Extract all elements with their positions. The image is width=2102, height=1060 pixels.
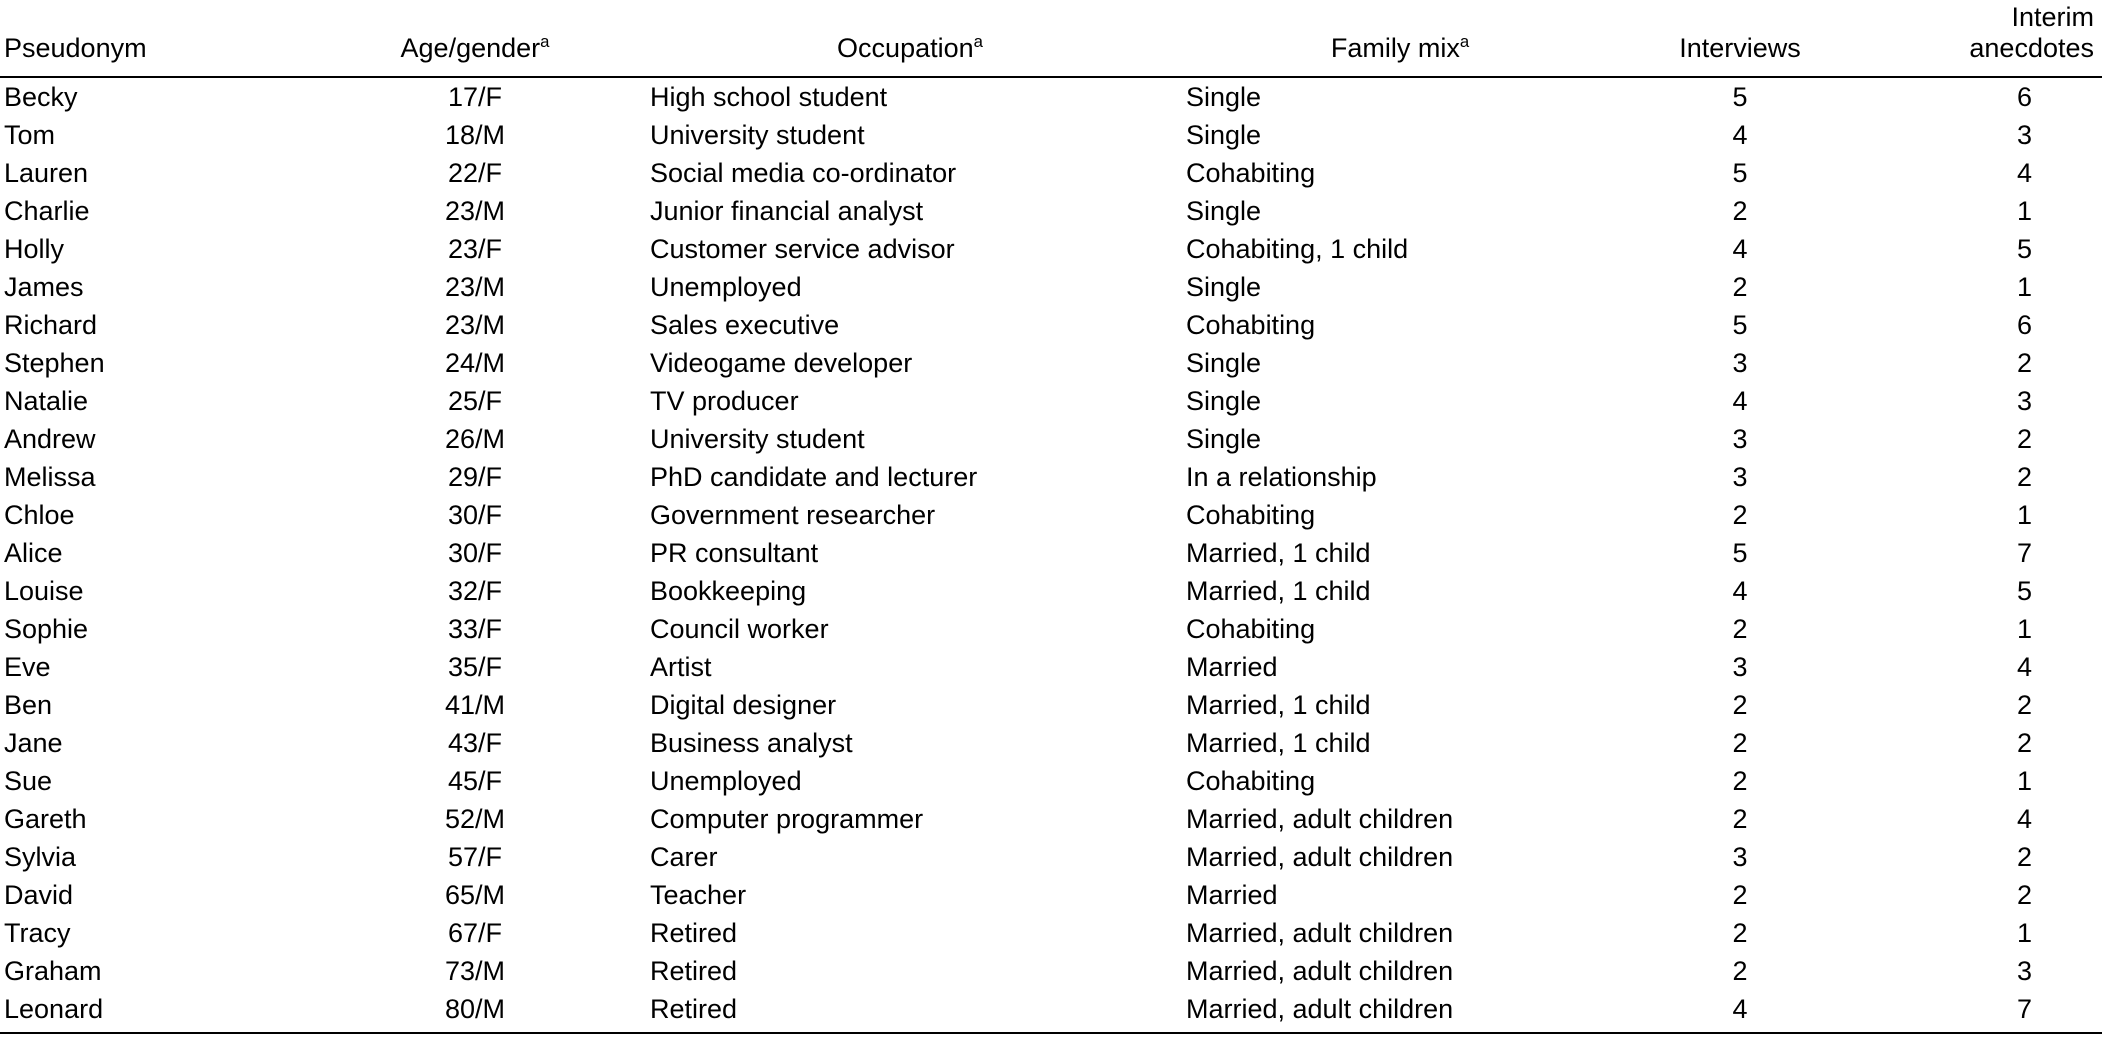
table-cell: 2 <box>1732 880 1748 910</box>
table-cell: Single <box>1186 120 1262 150</box>
table-cell: 1 <box>2016 766 2032 796</box>
table-cell: 73/M <box>444 956 506 986</box>
table-cell: 25/F <box>447 386 503 416</box>
table-cell: Alice <box>4 538 63 568</box>
table-row <box>0 724 2102 762</box>
table-row <box>0 952 2102 990</box>
table-row <box>0 990 2102 1033</box>
table-cell: 32/F <box>447 576 503 606</box>
table-row <box>0 534 2102 572</box>
table-cell: 3 <box>1732 652 1748 682</box>
table-cell: In a relationship <box>1186 462 1377 492</box>
table-cell: 7 <box>2016 538 2032 568</box>
table-cell: 2 <box>2016 728 2032 758</box>
table-row <box>0 914 2102 952</box>
table-cell: Customer service advisor <box>650 234 955 264</box>
col-header-label: Family mix <box>1330 33 1460 63</box>
table-cell: Junior financial analyst <box>650 196 924 226</box>
table-cell: 2 <box>1732 804 1748 834</box>
footnote-marker-a: a <box>973 32 983 51</box>
table-cell: 1 <box>2016 500 2032 530</box>
table-cell: 5 <box>2016 576 2032 606</box>
table-cell: 2 <box>1732 918 1748 948</box>
table-cell: 23/M <box>444 272 506 302</box>
table-cell: 57/F <box>447 842 503 872</box>
table-cell: Louise <box>4 576 84 606</box>
table-cell: 5 <box>1732 82 1748 112</box>
table-cell: 23/F <box>447 234 503 264</box>
table-cell: Graham <box>4 956 102 986</box>
table-cell: Computer programmer <box>650 804 924 834</box>
table-cell: Andrew <box>4 424 96 454</box>
table-row <box>0 192 2102 230</box>
footnote-marker-a: a <box>1459 32 1470 51</box>
table-row <box>0 648 2102 686</box>
col-header-age-gender <box>310 0 640 77</box>
table-cell: 2 <box>1732 956 1748 986</box>
table-cell: Married, 1 child <box>1186 576 1371 606</box>
table-cell: Tom <box>4 120 56 150</box>
table-cell: Videogame developer <box>650 348 913 378</box>
table-cell: Retired <box>650 956 738 986</box>
table-cell: 2 <box>1732 272 1748 302</box>
table-cell: Married, 1 child <box>1186 690 1371 720</box>
table-cell: 1 <box>2016 272 2032 302</box>
table-row <box>0 800 2102 838</box>
table-row <box>0 610 2102 648</box>
table-cell: Married, adult children <box>1186 956 1454 986</box>
table-cell: Artist <box>650 652 712 682</box>
table-cell: Unemployed <box>650 766 802 796</box>
table-cell: Cohabiting <box>1186 158 1316 188</box>
table-cell: 2 <box>1732 690 1748 720</box>
table-cell: PR consultant <box>650 538 819 568</box>
table-row <box>0 686 2102 724</box>
table-cell: 4 <box>1732 576 1748 606</box>
table-cell: Melissa <box>4 462 96 492</box>
table-cell: Leonard <box>0 990 310 1033</box>
table-cell: Holly <box>4 234 65 264</box>
table-row <box>0 420 2102 458</box>
table-row <box>0 876 2102 914</box>
table-cell: Becky <box>4 82 78 112</box>
table-cell: Single <box>1186 424 1262 454</box>
table-cell: 30/F <box>447 500 503 530</box>
table-row <box>0 458 2102 496</box>
footnote-marker-a: a <box>540 32 550 51</box>
table-cell: Sophie <box>4 614 89 644</box>
table-cell: 45/F <box>447 766 503 796</box>
table-cell: Sue <box>4 766 53 796</box>
table-cell: 3 <box>2016 386 2032 416</box>
table-cell: 3 <box>1732 424 1748 454</box>
table-cell: 2 <box>1732 196 1748 226</box>
table-cell: Ben <box>4 690 53 720</box>
table-row <box>0 306 2102 344</box>
table-row <box>0 77 2102 116</box>
col-header-label: Interviews <box>1679 33 1801 63</box>
table-cell: Married, adult children <box>1180 990 1620 1033</box>
table-cell: 2 <box>1732 614 1748 644</box>
table-cell: Bookkeeping <box>650 576 807 606</box>
table-cell: 2 <box>2016 880 2032 910</box>
table-row <box>0 838 2102 876</box>
table-row <box>0 116 2102 154</box>
table-cell: Stephen <box>4 348 105 378</box>
table-cell: 4 <box>1732 120 1748 150</box>
table-cell: 26/M <box>444 424 506 454</box>
table-cell: James <box>4 272 84 302</box>
table-cell: Lauren <box>4 158 89 188</box>
table-cell: 5 <box>1732 310 1748 340</box>
table-cell: University student <box>650 424 865 454</box>
table-cell: 4 <box>2016 652 2032 682</box>
table-cell: 2 <box>2016 462 2032 492</box>
table-cell: Cohabiting <box>1186 500 1316 530</box>
table-cell: 2 <box>1732 500 1748 530</box>
table-cell: Council worker <box>650 614 829 644</box>
col-header-label: Pseudonym <box>4 33 147 63</box>
table-row <box>0 572 2102 610</box>
table-cell: 7 <box>1860 990 2102 1033</box>
table-cell: 4 <box>1732 386 1748 416</box>
table-cell: Carer <box>650 842 718 872</box>
table-cell: 65/M <box>444 880 506 910</box>
table-cell: 4 <box>2016 804 2032 834</box>
table-cell: 29/F <box>447 462 503 492</box>
table-cell: 2 <box>2016 348 2032 378</box>
table-cell: Married <box>1186 652 1278 682</box>
table-cell: Married, adult children <box>1186 918 1454 948</box>
table-row <box>0 154 2102 192</box>
table-cell: Sales executive <box>650 310 840 340</box>
table-cell: Retired <box>640 990 1180 1033</box>
table-cell: Teacher <box>650 880 747 910</box>
table-cell: Richard <box>4 310 98 340</box>
table-cell: High school student <box>650 82 888 112</box>
table-row <box>0 230 2102 268</box>
table-cell: Retired <box>650 918 738 948</box>
table-cell: PhD candidate and lecturer <box>650 462 978 492</box>
table-cell: 3 <box>2016 956 2032 986</box>
table-cell: University student <box>650 120 865 150</box>
table-cell: 2 <box>1732 766 1748 796</box>
table-cell: 5 <box>1732 538 1748 568</box>
header-row <box>0 0 2102 77</box>
table-cell: Social media co-ordinator <box>650 158 957 188</box>
table-cell: 80/M <box>310 990 640 1033</box>
table-cell: Business analyst <box>650 728 853 758</box>
table-cell: 35/F <box>447 652 503 682</box>
table-cell: 3 <box>1732 462 1748 492</box>
table-body <box>0 77 2102 1033</box>
col-header-pseudonym <box>0 0 310 77</box>
table-cell: Tracy <box>4 918 71 948</box>
table-cell: 6 <box>2016 310 2032 340</box>
table-cell: Gareth <box>4 804 87 834</box>
table-cell: 30/F <box>447 538 503 568</box>
table-cell: 3 <box>1732 348 1748 378</box>
col-header-label: Age/gender <box>400 33 541 63</box>
table-cell: Married <box>1186 880 1278 910</box>
table-cell: 1 <box>2016 614 2032 644</box>
col-header-family-mix <box>1180 0 1620 77</box>
col-header-interim-anecdotes <box>1860 0 2102 77</box>
table-cell: 3 <box>1732 842 1748 872</box>
table-cell: 67/F <box>447 918 503 948</box>
table-cell: 1 <box>2016 918 2032 948</box>
table-cell: 43/F <box>447 728 503 758</box>
table-header <box>0 0 2102 77</box>
col-header-label-line1: Interim <box>2011 2 2094 32</box>
table-cell: 18/M <box>444 120 506 150</box>
table-cell: 23/M <box>444 310 506 340</box>
table-cell: 6 <box>2016 82 2032 112</box>
table-cell: TV producer <box>650 386 799 416</box>
table-cell: 2 <box>2016 690 2032 720</box>
table-cell: Single <box>1186 348 1262 378</box>
table-cell: Married, 1 child <box>1186 728 1371 758</box>
table-cell: Single <box>1186 386 1262 416</box>
table-cell: Single <box>1186 196 1262 226</box>
table-row <box>0 496 2102 534</box>
table-cell: 2 <box>1732 728 1748 758</box>
table-cell: Cohabiting <box>1186 614 1316 644</box>
table-cell: 4 <box>1732 234 1748 264</box>
col-header-label: Occupation <box>837 33 974 63</box>
table-cell: 17/F <box>447 82 503 112</box>
table-cell: Cohabiting <box>1186 766 1316 796</box>
table-cell: Married, adult children <box>1186 842 1454 872</box>
table-row <box>0 382 2102 420</box>
table-cell: Single <box>1186 82 1262 112</box>
table-cell: Cohabiting <box>1186 310 1316 340</box>
table-cell: 23/M <box>444 196 506 226</box>
table-cell: 5 <box>1732 158 1748 188</box>
table-cell: Cohabiting, 1 child <box>1186 234 1409 264</box>
table-cell: 1 <box>2016 196 2032 226</box>
table-cell: Charlie <box>4 196 90 226</box>
table-cell: 3 <box>2016 120 2032 150</box>
table-cell: Government researcher <box>650 500 936 530</box>
table-cell: Unemployed <box>650 272 802 302</box>
table-cell: Married, 1 child <box>1186 538 1371 568</box>
table-cell: Sylvia <box>4 842 77 872</box>
col-header-occupation <box>640 0 1180 77</box>
table-cell: David <box>4 880 74 910</box>
table-cell: Married, adult children <box>1186 804 1454 834</box>
table-row <box>0 268 2102 306</box>
table-cell: 22/F <box>447 158 503 188</box>
table-cell: 4 <box>2016 158 2032 188</box>
table-row <box>0 344 2102 382</box>
table-cell: Single <box>1186 272 1262 302</box>
col-header-interviews <box>1620 0 1860 77</box>
table-cell: 41/M <box>444 690 506 720</box>
col-header-label-line2: anecdotes <box>1969 33 2094 63</box>
table-cell: Eve <box>4 652 51 682</box>
table-cell: 33/F <box>447 614 503 644</box>
table-cell: 52/M <box>444 804 506 834</box>
table-cell: 2 <box>2016 424 2032 454</box>
table-row <box>0 762 2102 800</box>
table-cell: 4 <box>1620 990 1860 1033</box>
table-cell: Natalie <box>4 386 89 416</box>
table-cell: Digital designer <box>650 690 837 720</box>
table-cell: Chloe <box>4 500 75 530</box>
table-cell: Jane <box>4 728 63 758</box>
table-cell: 2 <box>2016 842 2032 872</box>
table-cell: 5 <box>2016 234 2032 264</box>
table-cell: 24/M <box>444 348 506 378</box>
